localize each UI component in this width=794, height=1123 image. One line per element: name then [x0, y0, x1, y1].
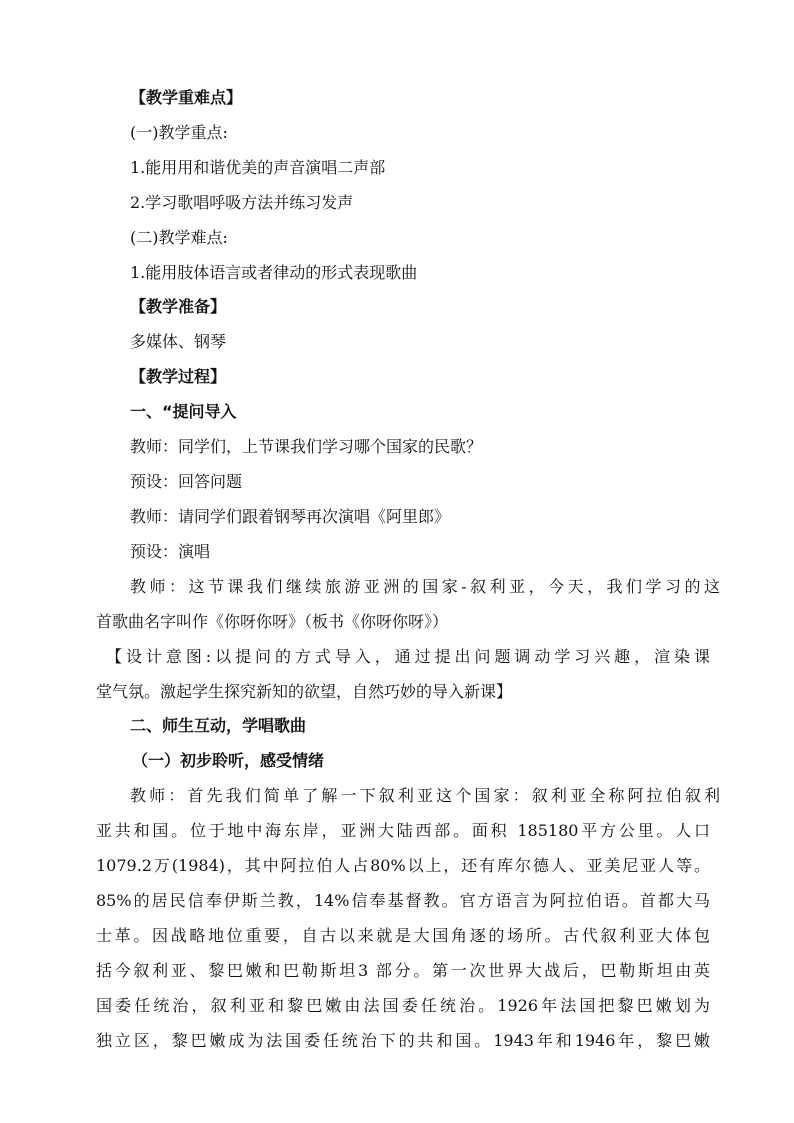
syria-para-line4: 85%的居民信奉伊斯兰教，14%信奉基督教。官方语言为阿拉伯语。首都大马 [96, 891, 710, 910]
syria-para-line3: 1079.2万(1984)，其中阿拉伯人占80%以上，还有库尔德人、亚美尼亚人等。 [96, 856, 710, 875]
teacher-intro-line2: 首歌曲名字叫作《你呀你呀》（板书《你呀你呀》） [96, 612, 449, 631]
syria-para-line5: 士革。因战略地位重要，自古以来就是大国角逐的场所。古代叙利亚大体包 [96, 926, 710, 945]
key-points-1-item1: 1.能用用和谐优美的声音演唱二声部 [130, 158, 386, 177]
key-points-1-item2: 2.学习歌唱呼吸方法并练习发声 [130, 193, 354, 212]
syria-para-line8: 独立区，黎巴嫩成为法国委任统治下的共和国。1943年和1946年，黎巴嫩 [96, 1031, 710, 1050]
prep-text: 多媒体、钢琴 [130, 332, 227, 351]
syria-para-line2: 亚共和国。位于地中海东岸，亚洲大陆西部。面积 185180平方公里。人口 [96, 821, 710, 840]
preset2: 预设：演唱 [130, 542, 211, 561]
key-points-1-title: (一)教学重点: [130, 123, 228, 142]
prep-heading: 【教学准备】 [130, 297, 227, 316]
key-points-2-title: (二)教学难点: [130, 228, 228, 247]
teacher-intro-line1: 教师：这节课我们继续旅游亚洲的国家-叙利亚，今天，我们学习的这 [130, 577, 720, 596]
design-intent-line2: 堂气氛。激起学生探究新知的欲望，自然巧妙的导入新课】 [96, 682, 513, 701]
key-points-heading: 【教学重难点】 [130, 88, 243, 107]
syria-para-line6: 括今叙利亚、黎巴嫩和巴勒斯坦3 部分。第一次世界大战后，巴勒斯坦由英 [96, 961, 710, 980]
teacher-q1: 教师：同学们，上节课我们学习哪个国家的民歌？ [130, 437, 483, 456]
part2-subtitle1: （一）初步聆听，感受情绪 [132, 751, 325, 770]
syria-para-line7: 国委任统治，叙利亚和黎巴嫩由法国委任统治。1926年法国把黎巴嫩划为 [96, 996, 710, 1015]
key-points-2-item1: 1.能用肢体语言或者律动的形式表现歌曲 [130, 263, 418, 282]
design-intent-line1: 【设计意图:以提问的方式导入，通过提出问题调动学习兴趣，渲染课 [106, 647, 710, 666]
part2-title: 二、师生互动，学唱歌曲 [130, 716, 307, 735]
preset1: 预设：回答问题 [130, 472, 243, 491]
process-heading: 【教学过程】 [130, 367, 227, 386]
syria-para-line1: 教师：首先我们简单了解一下叙利亚这个国家：叙利亚全称阿拉伯叙利 [130, 786, 720, 805]
teacher-q2: 教师：请同学们跟着钢琴再次演唱《阿里郎》 [130, 507, 451, 526]
part1-title: 一、“提问导入 [130, 402, 237, 421]
